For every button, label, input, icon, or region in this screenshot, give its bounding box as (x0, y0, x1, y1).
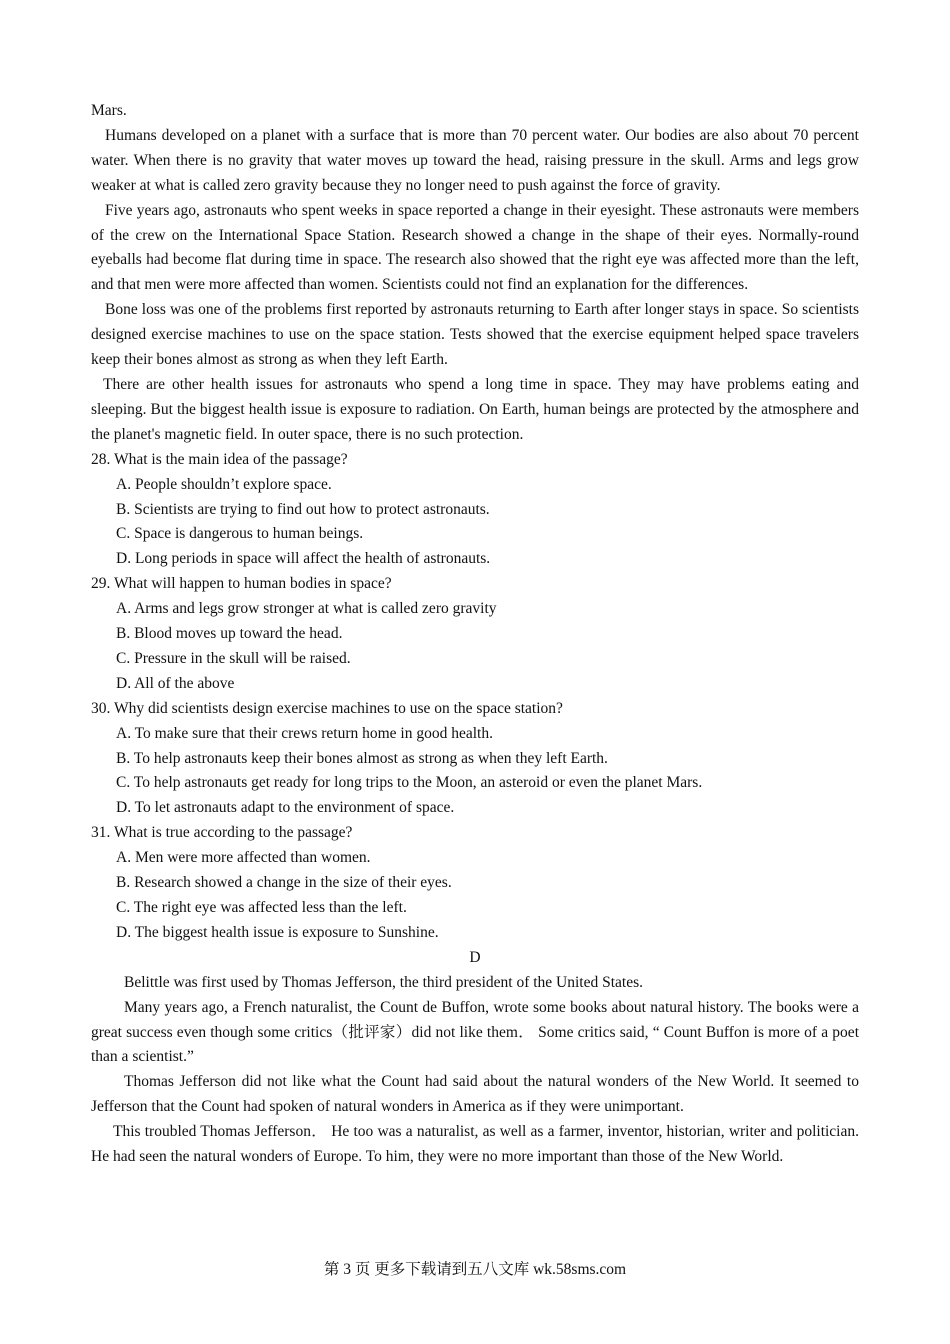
option-a: A. Arms and legs grow stronger at what is called zero gravity (116, 600, 497, 618)
option-d: D. The biggest health issue is exposure to Sunshine. (116, 923, 439, 941)
question-29 (91, 572, 859, 697)
question-stem: 31. What is true according to the passage? (91, 824, 353, 842)
option-d: D. All of the above (116, 674, 235, 692)
question-stem: 28. What is the main idea of the passage? (91, 450, 348, 468)
option-d: D. Long periods in space will affect the health of astronauts. (116, 550, 491, 568)
option-b: B. Research showed a change in the size of their eyes. (116, 874, 452, 892)
document-page (91, 99, 859, 1170)
option-b: B. Scientists are trying to find out how to protect astronauts. (116, 500, 490, 518)
option-b: B. To help astronauts keep their bones almost as strong as when they left Earth. (116, 749, 608, 767)
option-c: C. To help astronauts get ready for long trips to the Moon, an asteroid or even the planet Mars. (116, 774, 703, 792)
option-c: C. Pressure in the skull will be raised. (116, 649, 351, 667)
passage-c-paragraph-3: Bone loss was one of the problems first reported by astronauts returning to Earth after longer stays in space. So scientists designed exercise machines to use on the space station. Tests showed that the exercise equipment helped space travelers keep their bones almost as strong as when they left Earth. (91, 301, 859, 369)
option-a: A. To make sure that their crews return home in good health. (116, 724, 493, 742)
question-stem: 29. What will happen to human bodies in space? (91, 575, 392, 593)
question-31 (91, 821, 859, 946)
question-30 (91, 697, 859, 822)
question-stem: 30. Why did scientists design exercise machines to use on the space station? (91, 699, 563, 717)
question-28 (91, 448, 859, 573)
passage-c-paragraph-4: There are other health issues for astronauts who spend a long time in space. They may have problems eating and sleeping. But the biggest health issue is exposure to radiation. On Earth, human beings are protected by the atmosphere and the planet's magnetic field. In outer space, there is no such protection. (91, 375, 859, 443)
passage-c-continuation: Mars. (91, 102, 127, 119)
option-d: D. To let astronauts adapt to the environment of space. (116, 799, 455, 817)
section-heading-d: D (469, 948, 481, 966)
option-c: C. Space is dangerous to human beings. (116, 525, 364, 543)
passage-d-paragraph-2: Many years ago, a French naturalist, the Count de Buffon, wrote some books about natural history. The books were a great success even though some critics（批评家）did not like them． Some critics said, “ Count Buffon is more of a poet than a scientist.” (91, 998, 859, 1066)
passage-c-paragraph-2: Five years ago, astronauts who spent weeks in space reported a change in their eyesight. These astronauts were members of the crew on the International Space Station. Research showed a change in the shape of their eyes. Normally-round eyeballs had become flat during time in space. The research also showed that the right eye was affected more than the left, and that men were more affected than women. Scientists could not find an explanation for the differences. (91, 201, 859, 294)
option-a: A. People shouldn’t explore space. (116, 475, 332, 493)
passage-d-paragraph-4: This troubled Thomas Jefferson． He too was a naturalist, as well as a farmer, inventor, historian, writer and politician. He had seen the natural wonders of Europe. To him, they were no more important than those of the New World. (91, 1123, 859, 1166)
option-c: C. The right eye was affected less than the left. (116, 899, 407, 916)
passage-c-paragraph-1: Humans developed on a planet with a surface that is more than 70 percent water. Our bodies are also about 70 percent water. When there is no gravity that water moves up toward the head, raising pressure in the skull. Arms and legs grow weaker at what is called zero gravity because they no longer need to push against the force of gravity. (91, 126, 859, 194)
option-b: B. Blood moves up toward the head. (116, 625, 343, 643)
page-footer: 第 3 页 更多下载请到五八文库 wk.58sms.com (323, 1261, 627, 1278)
passage-d-paragraph-1: Belittle was first used by Thomas Jefferson, the third president of the United States. (124, 973, 644, 991)
passage-d-paragraph-3: Thomas Jefferson did not like what the Count had said about the natural wonders of the New World. It seemed to Jefferson that the Count had spoken of natural wonders in America as if they were unimportant. (91, 1073, 859, 1116)
option-a: A. Men were more affected than women. (116, 849, 371, 867)
